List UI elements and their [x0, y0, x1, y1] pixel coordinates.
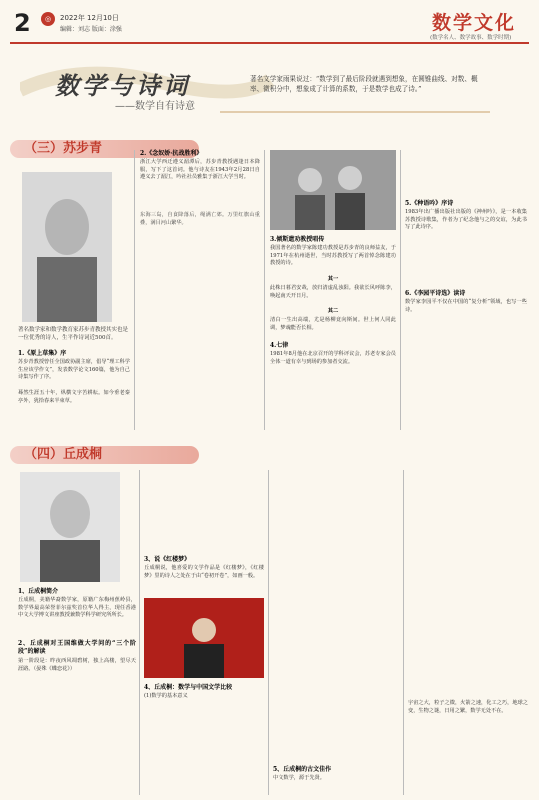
page-number: 2: [14, 9, 31, 37]
paragraph-4: 1981年8月他在北京召开的学科评议会，苏老专家会员全体一道有幸与到场的参加者交流。: [270, 351, 396, 365]
poem-s4: 宇宙之大，粒子之微，火箭之速，化工之巧，地球之变，生物之谜，日用之繁，数学无处不在。: [408, 700, 528, 714]
poem-2: 东海三岛，自食降落后，绳满亡郊。万里红旗山重叠，满目河山繁华。: [140, 212, 260, 226]
editors-line: 编辑：刘志 版面：涂强: [60, 26, 122, 33]
page-header: [0, 0, 539, 42]
subheading-5: 5.《种语吟》序诗: [405, 200, 454, 207]
subheading-3: 3.倾斯遗劝教授唱传: [270, 236, 325, 243]
portrait-illustration: [20, 472, 120, 582]
photo-su-chen: [270, 150, 396, 230]
poem-3: 此株日暮君安哉，放归清虚乱浊阳。我欲长风呼陈李，唤起南天开日月。: [270, 285, 396, 299]
header-divider: [10, 42, 529, 44]
subheading-2: 2.《念奴娇·抗战胜利》: [140, 150, 203, 157]
paragraph-s4-5: 中文数学，源于先贤。: [273, 775, 325, 781]
paragraph-s4-1: 丘成桐，美籍华裔数学家，原籍广东梅州蕉岭县，数学界最高荣誉菲尔兹奖首位华人得主，现任香港中文大学博文讲座教授兼数学科学研究所所长。: [18, 597, 136, 619]
subheading-s4-2: 2、丘成桐对王国维做大学问的“三个阶段”的解读: [18, 640, 136, 655]
subheading-s4-4: 4、丘成桐：数学与中国文学比较: [144, 684, 233, 691]
issue-date: 2022年 12月10日: [60, 14, 119, 22]
poem-4: 清白一生出高端，尤是杨柳竟向斯间。世上何人同此调，梦魂能否长相。: [270, 317, 396, 331]
paragraph-s4-3: 丘成桐说，他喜爱的文学作品是《红楼梦》，《红楼梦》里的诗人之处在于由“卷初开卷”，如画一般。: [144, 565, 264, 579]
subheading-1: 1.《原上草集》序: [18, 350, 67, 357]
newspaper-logo-icon: ◎: [41, 12, 55, 26]
portrait-illustration: [22, 172, 112, 322]
paragraph-5: 1983年出广播出版社出版的《神州吟》，是一本收集苏教授诗歌集，作者为了纪念他与之的交谊，为此书写了此诗序。: [405, 209, 527, 231]
poem-1: 蓦然生涯五十年，纵横文字苦耕耘。如今垂老秦亭外，犹拾春来半束草。: [18, 390, 130, 404]
group-photo-illustration: [270, 150, 396, 230]
column-divider: [268, 470, 269, 795]
subheading-6: 6.《李园平诗选》读诗: [405, 290, 466, 297]
photo-su-buqing: [22, 172, 112, 322]
photo-qiu-chengtong: [20, 472, 120, 582]
paragraph-s4-4: (1)数学的基本意义: [144, 693, 188, 699]
subheading-4: 4.七律: [270, 342, 289, 349]
lecture-photo-illustration: [144, 598, 264, 678]
photo-caption: 著名数学家和数学教育家苏步青教授其实也是一位优秀的诗人，生平作诗词近500首。: [18, 327, 129, 341]
column-divider: [134, 150, 135, 430]
column-title: 数学文化: [432, 12, 517, 34]
poem-4-title: 其二: [327, 308, 339, 314]
banner-quote: 著名文学家雨果说过：“数学到了最后阶段就遇到想象，在圆锥曲线、对数、概率、微积分中，想象成了计算的系数，于是数学也成了诗。”: [250, 75, 478, 93]
column-divider: [264, 150, 265, 430]
column-divider: [403, 470, 404, 795]
photo-qiu-lecture: [144, 598, 264, 678]
banner-subtitle: ——数学自有诗意: [115, 101, 195, 112]
paragraph-6: 数学家李园平不仅在中国的“复分析”领域，也写一些诗。: [405, 299, 527, 313]
section-heading-su-buqing: （三）苏步青: [10, 140, 199, 158]
column-divider: [400, 150, 401, 430]
subheading-s4-5: 5、丘成桐的古文佳作: [273, 766, 332, 773]
subheading-s4-1: 1、丘成桐简介: [18, 588, 59, 595]
paragraph-1: 苏步青教授曾任全国政协副主席，倡导“理工科学生应该学作文”，发表数学论文160篇，他为自己诗集写作了序。: [18, 359, 130, 381]
paragraph-3: 我国著名的数学家陈建功教授是苏步青的良师益友，于1971年在杭州逝世，当时苏教授写了两首悼念陈建功教授的诗。: [270, 245, 396, 267]
section-heading-qiu-chengtong: （四）丘成桐: [10, 446, 199, 464]
paragraph-s4-2: 第一阶段是：昨夜西风凋碧树，独上高楼，望尽天涯路。（晏殊《蝶恋花》）: [18, 658, 136, 672]
banner-title: 数学与诗词: [55, 71, 190, 100]
poem-3-title: 其一: [327, 276, 339, 282]
column-subtitle: (数学名人、数学故事、数学时期): [430, 35, 512, 41]
paragraph-2: 浙江大学西迁遵义湄潭后，苏步青教授遇逢日本降服，写下了这首词。他与诗友在1943年2月28日自遵义去了湄江，吟社社员雅集于浙江大学当时。: [140, 159, 260, 181]
column-divider: [139, 470, 140, 795]
subheading-s4-3: 3、说《红楼梦》: [144, 556, 191, 563]
